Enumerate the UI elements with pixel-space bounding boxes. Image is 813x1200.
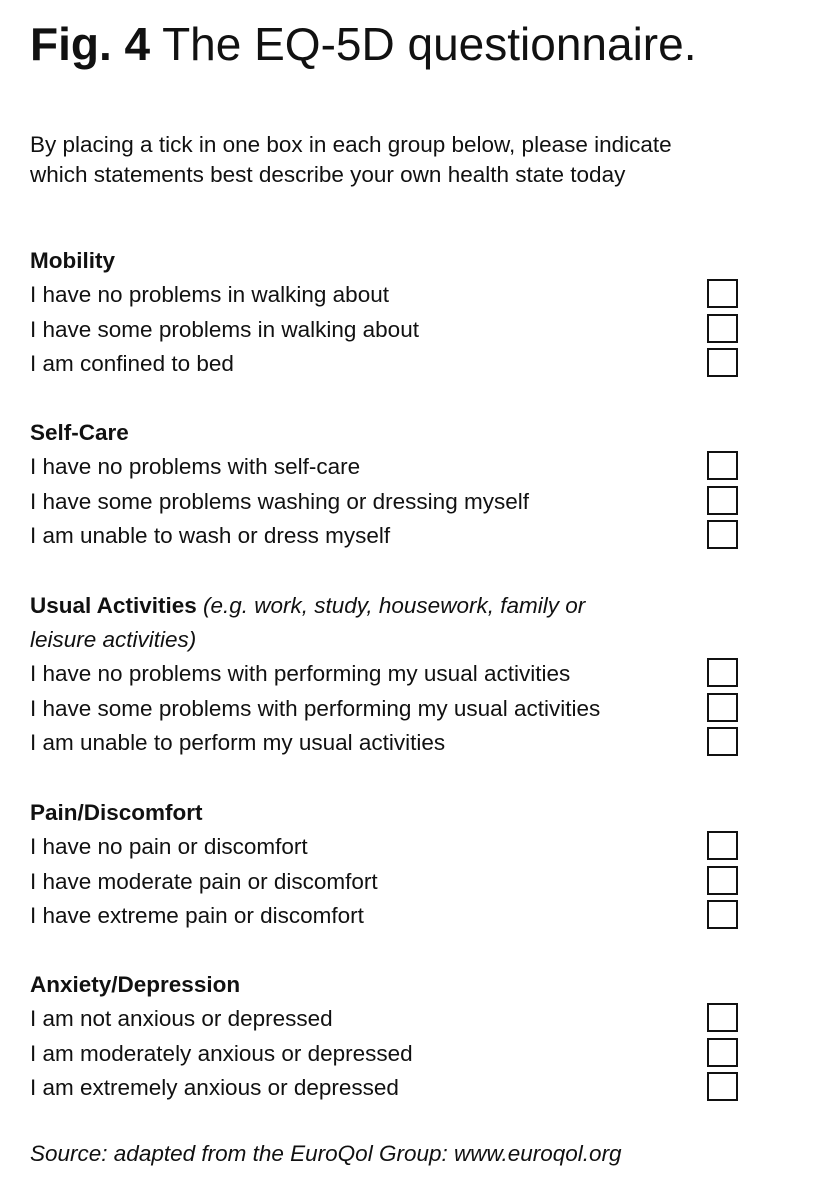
group-heading — [30, 589, 745, 623]
group-usual-activities — [30, 589, 745, 761]
group-self-care — [30, 416, 745, 554]
group-heading-label: Anxiety/Depression — [30, 972, 241, 997]
group-heading — [30, 416, 745, 450]
instructions-line-1: By placing a tick in one box in each group below, please indicate — [30, 132, 672, 157]
option-row — [30, 692, 745, 727]
group-heading — [30, 244, 745, 278]
tick-box[interactable] — [707, 900, 738, 929]
tick-box[interactable] — [707, 693, 738, 722]
option-label: I have extreme pain or discomfort — [30, 903, 364, 929]
option-row — [30, 1002, 745, 1037]
group-heading-label: Self-Care — [30, 420, 129, 445]
option-label: I have some problems washing or dressing myself — [30, 488, 529, 514]
option-row — [30, 865, 745, 900]
tick-box[interactable] — [707, 1003, 738, 1032]
option-row — [30, 485, 745, 520]
figure-title — [30, 12, 696, 76]
tick-box[interactable] — [707, 831, 738, 860]
tick-box[interactable] — [707, 727, 738, 756]
tick-box[interactable] — [707, 451, 738, 480]
option-row — [30, 278, 745, 313]
option-label: I am confined to bed — [30, 351, 234, 377]
option-label: I am not anxious or depressed — [30, 1006, 333, 1032]
option-row — [30, 726, 745, 761]
figure-label: Fig. 4 — [30, 18, 151, 70]
source-note: Source: adapted from the EuroQol Group: www.euroqol.org — [30, 1141, 622, 1166]
option-row — [30, 1037, 745, 1072]
option-label: I am extremely anxious or depressed — [30, 1075, 399, 1101]
option-label: I have some problems with performing my usual activities — [30, 695, 601, 721]
option-row — [30, 899, 745, 934]
option-label: I have no problems with self-care — [30, 454, 361, 480]
option-label: I have no problems with performing my usual activities — [30, 661, 571, 687]
group-heading-label: Pain/Discomfort — [30, 800, 203, 825]
option-row — [30, 830, 745, 865]
tick-box[interactable] — [707, 1038, 738, 1067]
tick-box[interactable] — [707, 314, 738, 343]
option-row — [30, 519, 745, 554]
group-heading — [30, 968, 745, 1002]
option-label: I have moderate pain or discomfort — [30, 868, 378, 894]
group-anxiety-depression — [30, 968, 745, 1106]
tick-box[interactable] — [707, 486, 738, 515]
option-label: I have some problems in walking about — [30, 316, 419, 342]
option-label: I have no pain or discomfort — [30, 834, 308, 860]
group-mobility — [30, 244, 745, 382]
group-heading-label: Mobility — [30, 248, 115, 273]
group-heading-note-continued — [30, 623, 745, 657]
tick-box[interactable] — [707, 658, 738, 687]
option-label: I am moderately anxious or depressed — [30, 1040, 413, 1066]
tick-box[interactable] — [707, 520, 738, 549]
instructions — [30, 130, 790, 190]
tick-box[interactable] — [707, 1072, 738, 1101]
group-heading-note-line-2: leisure activities) — [30, 627, 197, 652]
option-row — [30, 450, 745, 485]
group-pain-discomfort — [30, 796, 745, 934]
group-heading-note: (e.g. work, study, housework, family or — [203, 593, 586, 618]
option-row — [30, 1071, 745, 1106]
instructions-line-2: which statements best describe your own health state today — [30, 162, 626, 187]
option-label: I have no problems in walking about — [30, 282, 389, 308]
group-heading-label: Usual Activities — [30, 593, 197, 618]
group-heading — [30, 796, 745, 830]
tick-box[interactable] — [707, 279, 738, 308]
option-row — [30, 347, 745, 382]
option-row — [30, 657, 745, 692]
option-label: I am unable to wash or dress myself — [30, 523, 391, 549]
tick-box[interactable] — [707, 348, 738, 377]
tick-box[interactable] — [707, 866, 738, 895]
figure-title-text: The EQ-5D questionnaire. — [162, 18, 697, 70]
option-row — [30, 313, 745, 348]
option-label: I am unable to perform my usual activities — [30, 730, 446, 756]
